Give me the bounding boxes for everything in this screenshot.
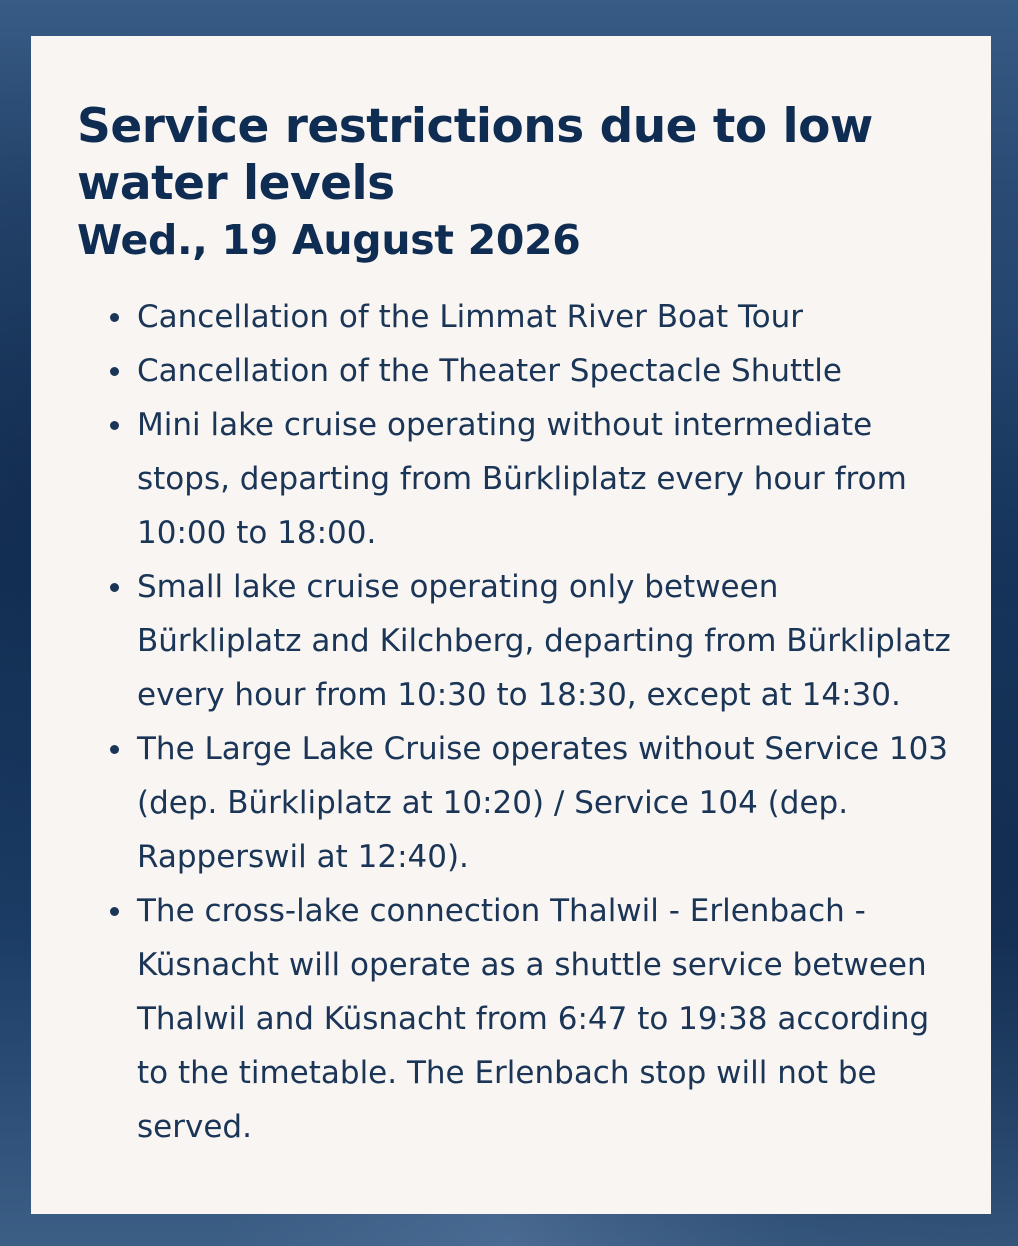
bullet-icon xyxy=(110,367,119,376)
notice-title: Service restrictions due to low water levels xyxy=(77,99,873,211)
notice-card xyxy=(31,36,991,1214)
list-item-text: Cancellation of the Limmat River Boat Tour xyxy=(137,299,804,335)
bullet-icon xyxy=(110,313,119,322)
list-item xyxy=(77,560,951,722)
list-item xyxy=(77,884,951,1154)
bullet-icon xyxy=(110,745,119,754)
list-item xyxy=(77,398,951,560)
notice-date: Wed., 19 August 2026 xyxy=(77,216,581,264)
list-item xyxy=(77,722,951,884)
bullet-icon xyxy=(110,421,119,430)
list-item-text: Mini lake cruise operating without intermediate stops, departing from Bürkliplatz every hour from 10:00 to 18:00. xyxy=(137,407,907,551)
bullet-icon xyxy=(110,583,119,592)
list-item-text: The cross-lake connection Thalwil - Erlenbach - Küsnacht will operate as a shuttle service between Thalwil and Küsnacht from 6:47 to 19:38 according to the timetable. The Erlenbach stop will not be served. xyxy=(137,893,930,1145)
list-item-text: Small lake cruise operating only between Bürkliplatz and Kilchberg, departing from Bürkliplatz every hour from 10:30 to 18:30, except at 14:30. xyxy=(137,569,951,713)
list-item xyxy=(77,290,951,344)
list-item-text: The Large Lake Cruise operates without Service 103 (dep. Bürkliplatz at 10:20) / Service 104 (dep. Rapperswil at 12:40). xyxy=(137,731,949,875)
restrictions-list xyxy=(77,290,951,1154)
bullet-icon xyxy=(110,907,119,916)
list-item-text: Cancellation of the Theater Spectacle Shuttle xyxy=(137,353,842,389)
list-item xyxy=(77,344,951,398)
